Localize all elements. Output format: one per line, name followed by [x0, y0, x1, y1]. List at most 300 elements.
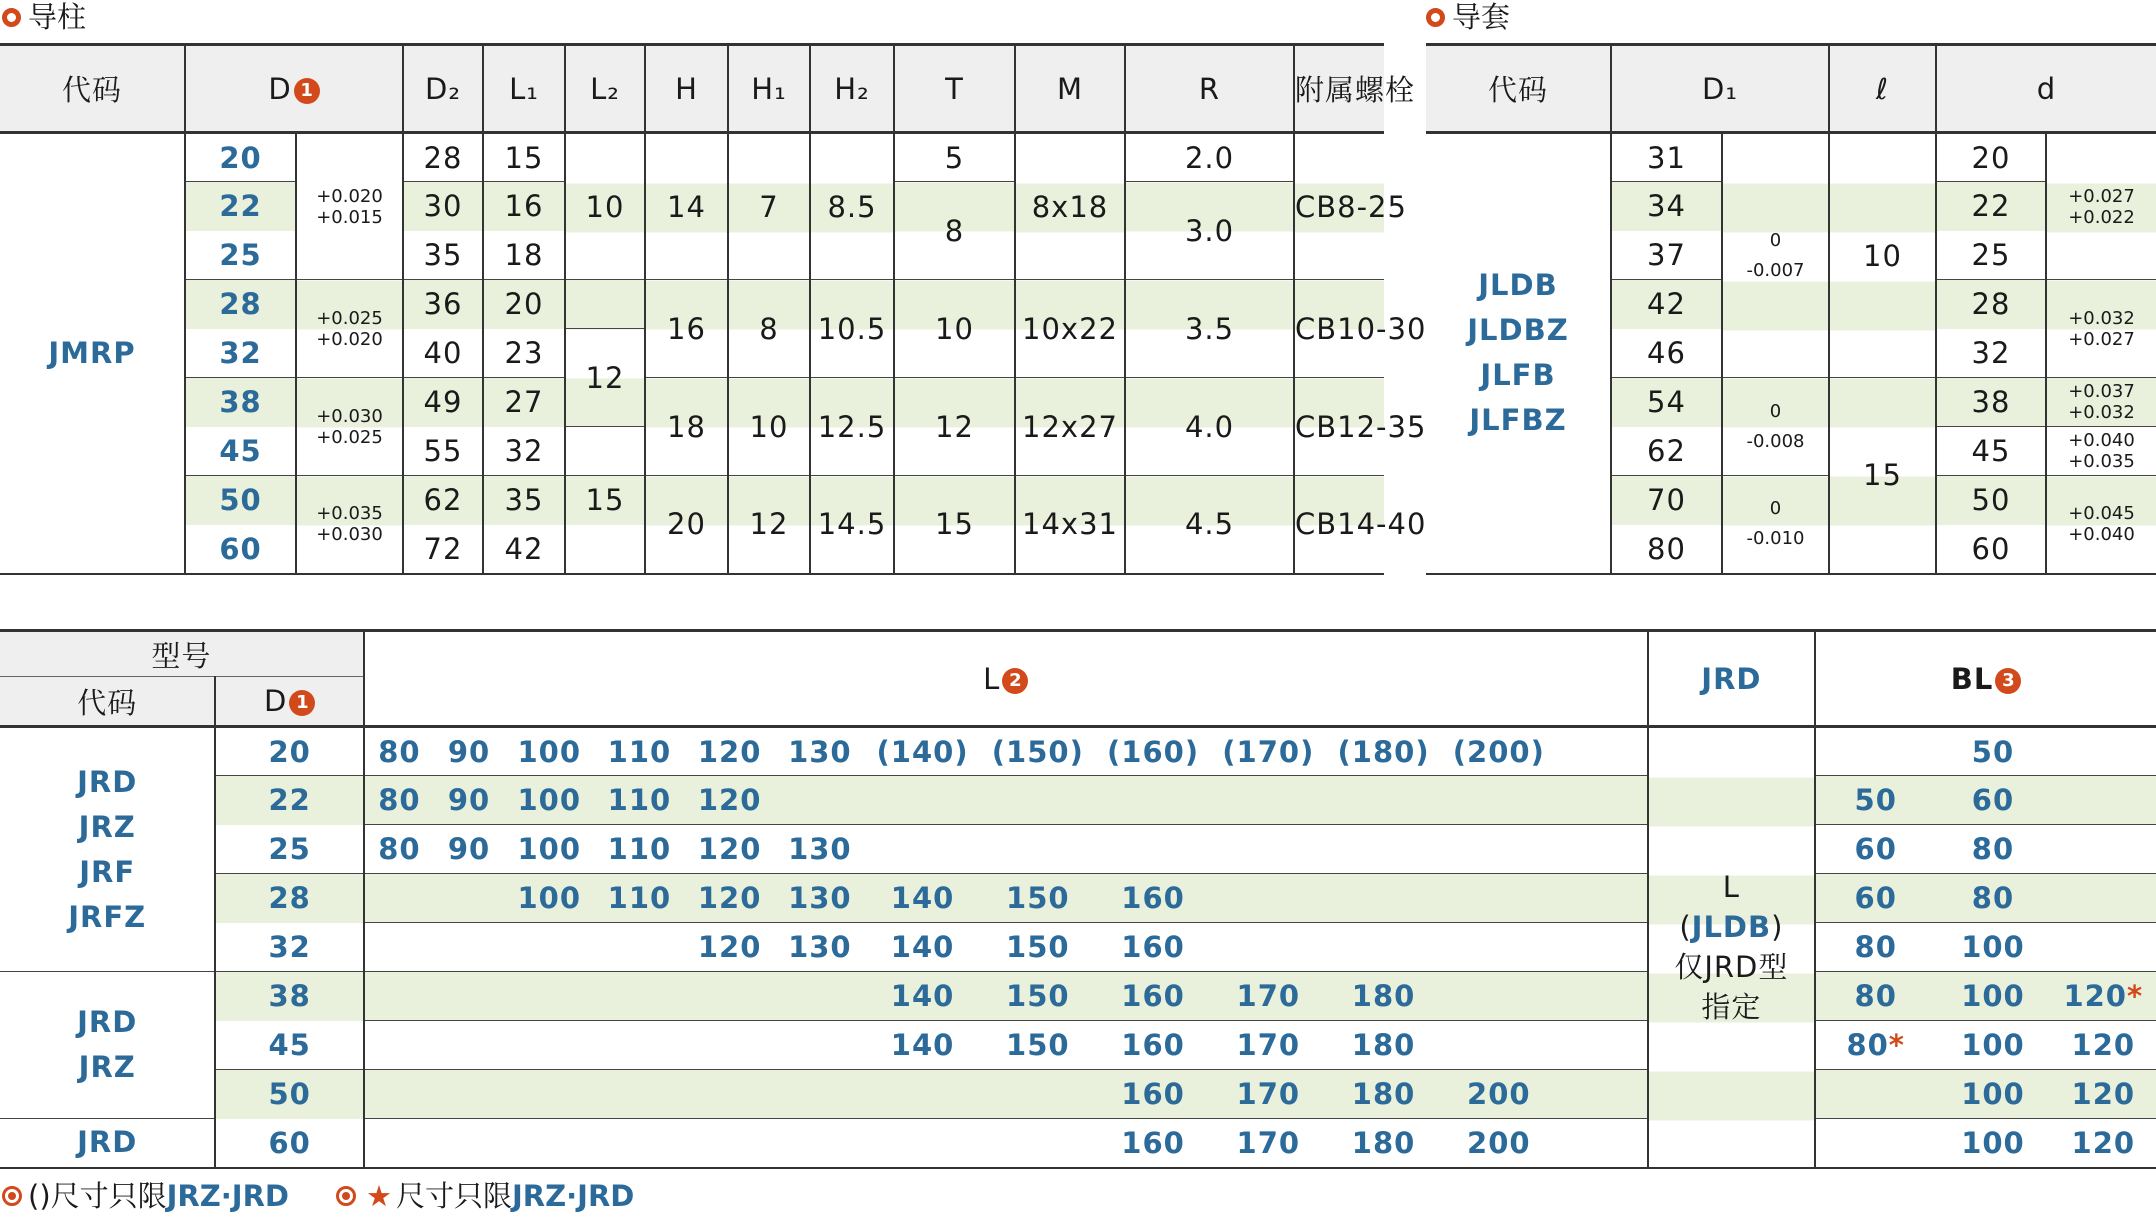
- length-value: 170: [1211, 1070, 1326, 1119]
- post-L2-empty: [565, 280, 645, 329]
- bush-d-tol: +0.045 +0.040: [2046, 476, 2156, 574]
- post-L1: 35: [483, 476, 565, 525]
- jrd-note-line3: 仅JRD型: [1674, 950, 1789, 985]
- post-bolt: CB10-30: [1294, 280, 1384, 378]
- bush-d: 38: [1936, 378, 2046, 427]
- jrd-note: [1648, 727, 1815, 1168]
- header-model: 型号: [0, 631, 364, 677]
- header-D: D 1: [215, 677, 363, 727]
- post-header-H2: H₂: [810, 45, 894, 133]
- length-value: [775, 1070, 865, 1119]
- post-L1: 32: [483, 427, 565, 476]
- post-H1: 12: [728, 476, 810, 574]
- jrd-note-code: JLDB: [1691, 910, 1772, 945]
- post-D: 45: [185, 427, 296, 476]
- table-row: [0, 1070, 2156, 1119]
- footnote-star: ★ 尺寸只限 JRZ·JRD: [336, 1178, 634, 1214]
- post-header-M: M: [1015, 45, 1125, 133]
- post-header-L2: L₂: [565, 45, 645, 133]
- post-H2: 10.5: [810, 280, 894, 378]
- bush-d: 32: [1936, 329, 2046, 378]
- length-value: [685, 972, 775, 1021]
- length-value: [1441, 972, 1556, 1021]
- code-label: JRD: [77, 764, 138, 799]
- length-value: (160): [1095, 727, 1210, 776]
- target-bullet-icon: [336, 1186, 356, 1206]
- length-value: [364, 923, 434, 972]
- post-D2: 28: [403, 133, 483, 182]
- post-header-D2: D₂: [403, 45, 483, 133]
- length-value: 130: [775, 825, 865, 874]
- bl-value: [1815, 1070, 1935, 1119]
- guide-bush-title: 导套: [1426, 0, 1510, 34]
- marker-3-icon: 3: [1995, 668, 2021, 694]
- length-value: 80: [364, 727, 434, 776]
- length-pad: [1556, 1119, 1647, 1168]
- length-value: [594, 1119, 684, 1168]
- post-H: 20: [645, 476, 728, 574]
- marker-1-icon: 1: [289, 690, 315, 716]
- post-M: 14x31: [1015, 476, 1125, 574]
- bush-d-tol: +0.040 +0.035: [2046, 427, 2156, 476]
- length-value: 180: [1326, 1021, 1441, 1070]
- post-header-H: H: [645, 45, 728, 133]
- bl-value: 50: [1815, 776, 1935, 825]
- code-label: JRF: [79, 854, 136, 889]
- length-value: 90: [434, 776, 504, 825]
- marker-2-icon: 2: [1002, 668, 1028, 694]
- length-value: 170: [1211, 972, 1326, 1021]
- code-label: JRZ: [78, 809, 136, 844]
- post-H2: 8.5: [810, 133, 894, 280]
- length-value: [1211, 825, 1326, 874]
- bl-value: 120: [2051, 1119, 2156, 1168]
- bl-value: 100: [1935, 923, 2050, 972]
- bush-d: 60: [1936, 525, 2046, 574]
- post-D2: 30: [403, 182, 483, 231]
- length-value: 120: [685, 825, 775, 874]
- length-D: 28: [215, 874, 363, 923]
- length-value: [685, 1119, 775, 1168]
- length-value: 90: [434, 825, 504, 874]
- post-D: 28: [185, 280, 296, 329]
- post-H: 18: [645, 378, 728, 476]
- post-header-D: D 1: [185, 45, 403, 133]
- guide-post-title: 导柱: [2, 0, 86, 34]
- length-value: 120: [685, 923, 775, 972]
- length-value: 150: [980, 972, 1095, 1021]
- bush-header-row: [1426, 45, 2156, 133]
- header-L: L 2: [364, 631, 1648, 727]
- bl-value: 80: [1815, 923, 1935, 972]
- length-value: [364, 1070, 434, 1119]
- post-code: JMRP: [0, 133, 185, 574]
- length-header-row-1: [0, 631, 2156, 677]
- bush-d: 22: [1936, 182, 2046, 231]
- guide-bush-table: [1426, 43, 2156, 575]
- length-value: 160: [1095, 1119, 1210, 1168]
- length-value: 100: [504, 825, 594, 874]
- length-value: [685, 1021, 775, 1070]
- length-D: 32: [215, 923, 363, 972]
- length-code-group: [0, 972, 215, 1119]
- post-D2: 49: [403, 378, 483, 427]
- post-D-tol: +0.020 +0.015: [296, 133, 403, 280]
- length-value: [504, 923, 594, 972]
- length-value: (180): [1326, 727, 1441, 776]
- post-M: 10x22: [1015, 280, 1125, 378]
- length-value: [1441, 825, 1556, 874]
- code-label: JRFZ: [68, 899, 147, 934]
- jrd-note-line4: 指定: [1701, 990, 1762, 1025]
- length-value: [865, 1119, 980, 1168]
- length-value: [775, 972, 865, 1021]
- jrd-note-paren: (: [1679, 910, 1692, 945]
- length-value: 110: [594, 776, 684, 825]
- code-label: JRZ: [78, 1050, 136, 1084]
- bush-D1: 37: [1611, 231, 1722, 280]
- post-H1: 10: [728, 378, 810, 476]
- length-value: [1211, 874, 1326, 923]
- bl-value: [2051, 825, 2156, 874]
- post-L1: 18: [483, 231, 565, 280]
- post-R: 3.5: [1125, 280, 1294, 378]
- length-pad: [1556, 874, 1647, 923]
- length-D: 45: [215, 1021, 363, 1070]
- post-D-tol: +0.030 +0.025: [296, 378, 403, 476]
- circle-bullet-icon: [2, 8, 21, 27]
- post-T: 8: [894, 182, 1015, 280]
- post-H2: 12.5: [810, 378, 894, 476]
- bush-header-l: ℓ: [1829, 45, 1936, 133]
- code-label: JRD: [77, 1125, 138, 1160]
- table-row: [0, 874, 2156, 923]
- length-pad: [1556, 1070, 1647, 1119]
- post-L1: 16: [483, 182, 565, 231]
- post-R-top: 2.0: [1125, 133, 1294, 182]
- length-value: [1326, 825, 1441, 874]
- length-value: [1211, 923, 1326, 972]
- post-H2: 14.5: [810, 476, 894, 574]
- post-T: 10: [894, 280, 1015, 378]
- post-bolt: CB14-40: [1294, 476, 1384, 574]
- post-D2: 55: [403, 427, 483, 476]
- post-R: 3.0: [1125, 182, 1294, 280]
- length-value: [1211, 776, 1326, 825]
- bush-l: 10: [1829, 133, 1936, 378]
- bush-D1: 62: [1611, 427, 1722, 476]
- length-value: [775, 1021, 865, 1070]
- bush-D1: 34: [1611, 182, 1722, 231]
- length-code-group: [0, 727, 215, 972]
- bl-value: [2051, 727, 2156, 776]
- bush-D1-tol: 0 -0.008: [1722, 378, 1829, 476]
- marker-1-icon: 1: [294, 78, 320, 104]
- table-row: [0, 727, 2156, 776]
- length-D: 25: [215, 825, 363, 874]
- length-D: 20: [215, 727, 363, 776]
- length-value: 100: [504, 727, 594, 776]
- length-value: [364, 1119, 434, 1168]
- post-D: 60: [185, 525, 296, 574]
- bl-value: 120: [2051, 1070, 2156, 1119]
- bl-value: 80: [1815, 972, 1935, 1021]
- length-value: 200: [1441, 1070, 1556, 1119]
- length-D: 22: [215, 776, 363, 825]
- length-value: [434, 1070, 504, 1119]
- bl-value: 100: [1935, 972, 2050, 1021]
- length-D: 38: [215, 972, 363, 1021]
- post-R: 4.5: [1125, 476, 1294, 574]
- table-row: [0, 923, 2156, 972]
- post-D2: 40: [403, 329, 483, 378]
- post-L1: 15: [483, 133, 565, 182]
- length-value: [1441, 1021, 1556, 1070]
- bush-l: 15: [1829, 378, 1936, 574]
- length-value: 170: [1211, 1119, 1326, 1168]
- post-L1: 23: [483, 329, 565, 378]
- bush-D1: 31: [1611, 133, 1722, 182]
- length-value: [1441, 776, 1556, 825]
- length-pad: [1556, 776, 1647, 825]
- length-table-body: [0, 727, 2156, 1168]
- length-pad: [1556, 825, 1647, 874]
- post-L2: 12: [565, 329, 645, 427]
- length-value: 140: [865, 923, 980, 972]
- table-row: [0, 378, 1384, 427]
- length-value: [865, 825, 980, 874]
- post-header-H1: H₁: [728, 45, 810, 133]
- star-marker-icon: *: [1888, 1028, 1905, 1062]
- jrd-note-line1: L: [1722, 870, 1740, 905]
- length-value: 120: [685, 727, 775, 776]
- bush-D1: 42: [1611, 280, 1722, 329]
- length-pad: [1556, 972, 1647, 1021]
- star-marker-icon: *: [2126, 979, 2144, 1013]
- post-L1: 20: [483, 280, 565, 329]
- bush-d: 45: [1936, 427, 2046, 476]
- bush-codes: JLDB JLDBZ JLFB JLFBZ: [1426, 133, 1611, 574]
- length-value: 110: [594, 874, 684, 923]
- post-M: 8x18: [1015, 133, 1125, 280]
- bl-value: 100: [1935, 1119, 2050, 1168]
- length-value: 100: [504, 874, 594, 923]
- length-value: 180: [1326, 1070, 1441, 1119]
- bl-value: 50: [1935, 727, 2050, 776]
- header-jrd: JRD: [1648, 631, 1815, 727]
- post-L1: 27: [483, 378, 565, 427]
- length-value: 140: [865, 1021, 980, 1070]
- target-bullet-icon: [2, 1186, 22, 1206]
- bl-value: [2051, 874, 2156, 923]
- length-value: 160: [1095, 923, 1210, 972]
- length-code-group: [0, 1119, 215, 1168]
- post-H: 16: [645, 280, 728, 378]
- bush-d: 50: [1936, 476, 2046, 525]
- table-row: [0, 1119, 2156, 1168]
- post-header-bolt: 附属螺栓: [1294, 45, 1384, 133]
- length-value: 130: [775, 923, 865, 972]
- length-value: [1441, 874, 1556, 923]
- length-value: [434, 972, 504, 1021]
- header-bl: BL 3: [1815, 631, 2156, 727]
- post-header-T: T: [894, 45, 1015, 133]
- length-value: 140: [865, 972, 980, 1021]
- bush-D1-tol: 0 -0.007: [1722, 133, 1829, 378]
- length-D: 60: [215, 1119, 363, 1168]
- post-T-top: 5: [894, 133, 1015, 182]
- bl-value: 60: [1815, 874, 1935, 923]
- length-value: 80: [364, 776, 434, 825]
- length-value: [865, 776, 980, 825]
- bl-value: 60: [1935, 776, 2050, 825]
- length-value: [1095, 825, 1210, 874]
- post-M: 12x27: [1015, 378, 1125, 476]
- length-value: 100: [504, 776, 594, 825]
- post-D-tol: +0.025 +0.020: [296, 280, 403, 378]
- bl-value: 60: [1815, 825, 1935, 874]
- table-row: [0, 476, 1384, 525]
- post-L1: 42: [483, 525, 565, 574]
- table-row: [1426, 133, 2156, 182]
- length-pad: [1556, 727, 1647, 776]
- length-table: [0, 629, 2156, 1169]
- length-value: [364, 874, 434, 923]
- bl-value: 100: [1935, 1070, 2050, 1119]
- footnote-parentheses: ()尺寸只限 JRZ·JRD: [2, 1178, 289, 1214]
- bush-D1: 70: [1611, 476, 1722, 525]
- length-value: [1095, 776, 1210, 825]
- bl-value: [2051, 776, 2156, 825]
- length-value: [364, 1021, 434, 1070]
- post-D2: 36: [403, 280, 483, 329]
- jrd-note-paren: ): [1771, 910, 1784, 945]
- length-value: (140): [865, 727, 980, 776]
- post-D: 50: [185, 476, 296, 525]
- length-value: [504, 1021, 594, 1070]
- length-value: [685, 1070, 775, 1119]
- bl-value: 80: [1935, 874, 2050, 923]
- post-L2-empty: [565, 427, 645, 476]
- length-value: [594, 972, 684, 1021]
- length-value: [865, 1070, 980, 1119]
- circle-bullet-icon: [1426, 8, 1445, 27]
- post-D: 20: [185, 133, 296, 182]
- post-H: 14: [645, 133, 728, 280]
- post-L2-empty: [565, 525, 645, 574]
- post-header-R: R: [1125, 45, 1294, 133]
- bl-value: [1815, 727, 1935, 776]
- post-bolt: CB8-25: [1294, 133, 1384, 280]
- bush-header-code: 代码: [1426, 45, 1611, 133]
- post-T: 15: [894, 476, 1015, 574]
- length-value: 150: [980, 874, 1095, 923]
- length-value: [504, 1119, 594, 1168]
- code-label: JRD: [77, 1005, 138, 1039]
- length-value: 150: [980, 1021, 1095, 1070]
- length-value: 150: [980, 923, 1095, 972]
- post-L2: 15: [565, 476, 645, 525]
- length-value: (150): [980, 727, 1095, 776]
- table-row: [0, 972, 2156, 1021]
- post-D2: 35: [403, 231, 483, 280]
- length-value: [594, 1021, 684, 1070]
- guide-post-table: [0, 43, 1427, 575]
- length-value: [775, 776, 865, 825]
- length-value: [1326, 874, 1441, 923]
- post-H1: 8: [728, 280, 810, 378]
- bl-value: 120: [2051, 1021, 2156, 1070]
- table-row: [0, 776, 2156, 825]
- length-value: 160: [1095, 972, 1210, 1021]
- bush-d: 25: [1936, 231, 2046, 280]
- length-value: (200): [1441, 727, 1556, 776]
- length-value: [980, 1070, 1095, 1119]
- length-value: [504, 972, 594, 1021]
- length-value: [504, 1070, 594, 1119]
- length-pad: [1556, 923, 1647, 972]
- table-row: [0, 280, 1384, 329]
- length-value: [434, 1021, 504, 1070]
- post-T: 12: [894, 378, 1015, 476]
- length-value: 110: [594, 727, 684, 776]
- length-value: 180: [1326, 1119, 1441, 1168]
- post-D: 32: [185, 329, 296, 378]
- length-value: 120: [685, 776, 775, 825]
- length-value: [980, 1119, 1095, 1168]
- length-value: [434, 1119, 504, 1168]
- length-value: [594, 923, 684, 972]
- length-value: 170: [1211, 1021, 1326, 1070]
- bush-header-d: d: [1936, 45, 2156, 133]
- length-value: 110: [594, 825, 684, 874]
- post-header-code: 代码: [0, 45, 185, 133]
- length-value: 160: [1095, 874, 1210, 923]
- table-row: [0, 1021, 2156, 1070]
- length-value: 180: [1326, 972, 1441, 1021]
- bush-d: 20: [1936, 133, 2046, 182]
- length-value: [1441, 923, 1556, 972]
- post-D-tol: +0.035 +0.030: [296, 476, 403, 574]
- bush-d-tol: +0.032 +0.027: [2046, 280, 2156, 378]
- bush-d: 28: [1936, 280, 2046, 329]
- length-value: [434, 874, 504, 923]
- length-value: [980, 825, 1095, 874]
- bush-D1: 80: [1611, 525, 1722, 574]
- bush-header-D1: D₁: [1611, 45, 1829, 133]
- post-header-row: [0, 45, 1384, 133]
- table-row: [0, 825, 2156, 874]
- post-D: 22: [185, 182, 296, 231]
- post-header-L1: L₁: [483, 45, 565, 133]
- length-value: [1326, 923, 1441, 972]
- length-value: [364, 972, 434, 1021]
- bl-value: [1815, 1119, 1935, 1168]
- bl-value: [2051, 923, 2156, 972]
- post-H1: 7: [728, 133, 810, 280]
- length-value: [1326, 776, 1441, 825]
- length-value: [594, 1070, 684, 1119]
- bush-D1-tol: 0 -0.010: [1722, 476, 1829, 574]
- bush-d-tol: +0.037 +0.032: [2046, 378, 2156, 427]
- length-value: 90: [434, 727, 504, 776]
- length-value: 130: [775, 727, 865, 776]
- bl-value: 80*: [1815, 1021, 1935, 1070]
- bush-d-tol: +0.027 +0.022: [2046, 133, 2156, 280]
- length-value: [434, 923, 504, 972]
- length-value: 130: [775, 874, 865, 923]
- length-pad: [1556, 1021, 1647, 1070]
